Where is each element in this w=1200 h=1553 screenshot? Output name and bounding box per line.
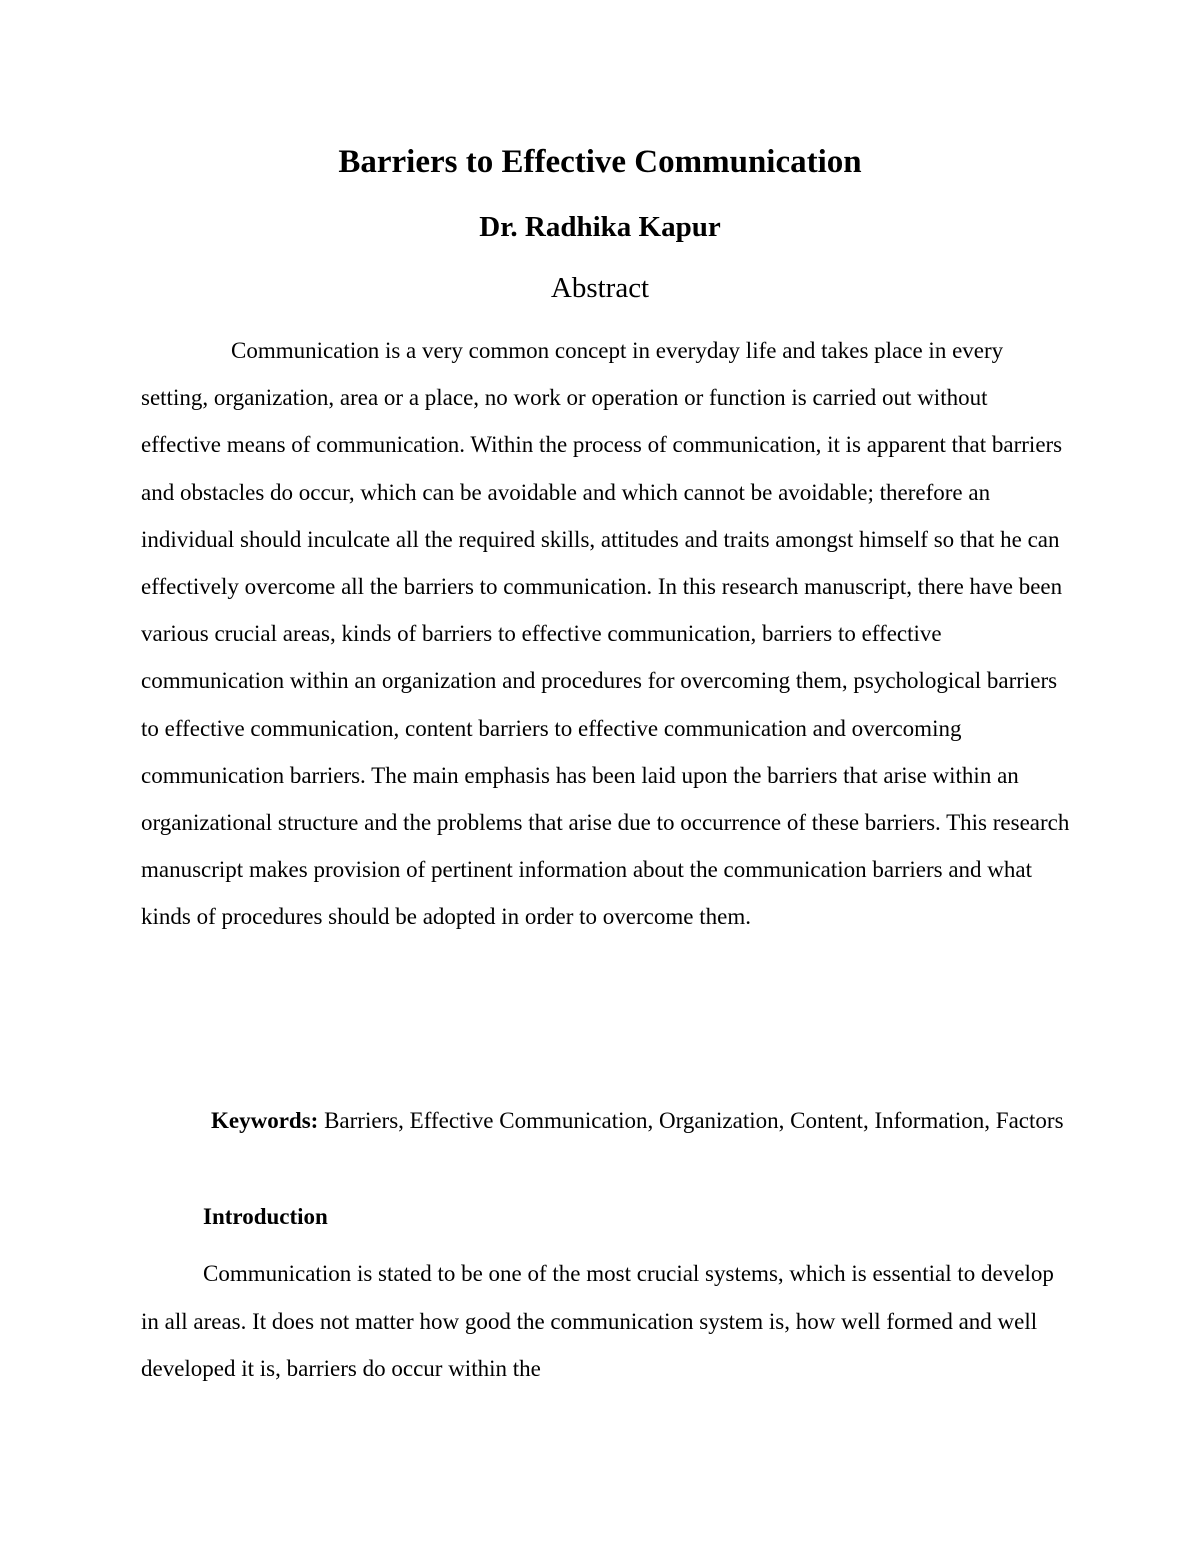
introduction-heading: Introduction (203, 1204, 328, 1229)
abstract-heading: Abstract (550, 272, 650, 304)
keywords-label: Keywords: (211, 1108, 319, 1133)
keywords-list: Barriers, Effective Communication, Organization, Content, Information, Factors (324, 1108, 1064, 1133)
paper-title: Barriers to Effective Communication (338, 144, 862, 180)
introduction-paragraph: Communication is stated to be one of the most crucial systems, which is essential to develop in all areas. It does not matter how good the communication system is, how well formed and well developed it is, barriers do occur within the (141, 1261, 1054, 1381)
author-name: Dr. Radhika Kapur (479, 211, 721, 243)
abstract-paragraph: Communication is a very common concept in everyday life and takes place in every setting, organization, area or a place, no work or operation or function is carried out without effective means of communication. Within the process of communication, it is apparent that barriers and obstacles do occur, which can be avoidable and which cannot be avoidable; therefore an individual should inculcate all the required skills, attitudes and traits amongst himself so that he can effectively overcome all the barriers to communication. In this research manuscript, there have been various crucial areas, kinds of barriers to effective communication, barriers to effective communication within an organization and procedures for overcoming them, psychological barriers to effective communication, content barriers to effective communication and overcoming communication barriers. The main emphasis has been laid upon the barriers that arise within an organizational structure and the problems that arise due to occurrence of these barriers. This research manuscript makes provision of pertinent information about the communication barriers and what kinds of procedures should be adopted in order to overcome them. (141, 338, 1070, 930)
keywords-line (141, 1102, 1081, 1139)
